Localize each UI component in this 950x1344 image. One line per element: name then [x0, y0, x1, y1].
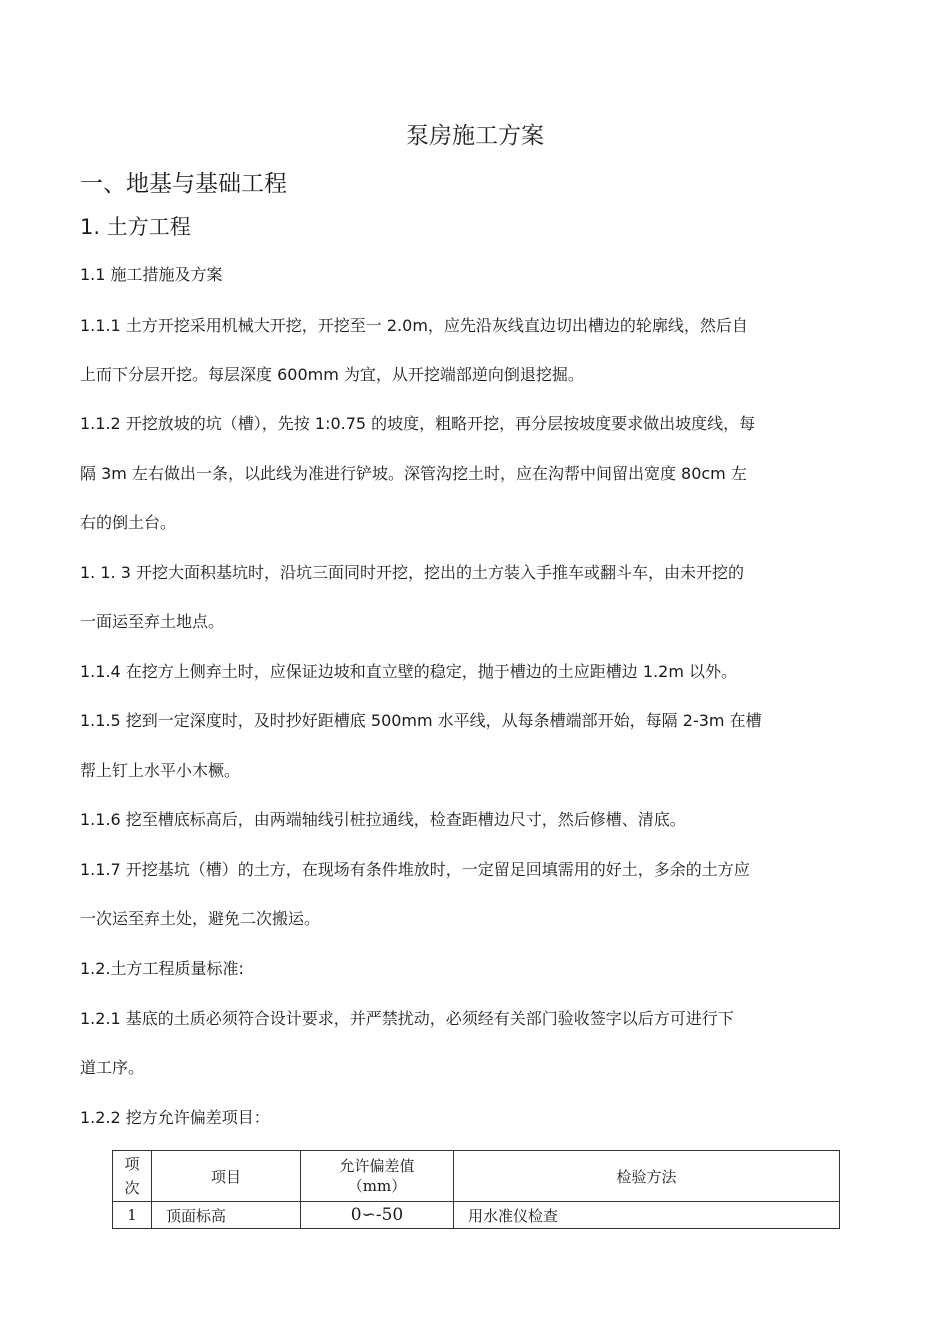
header-no-line: 次 [124, 1179, 140, 1197]
header-no-line: 项 [124, 1155, 140, 1173]
header-item: 项目 [152, 1151, 301, 1202]
subsection-heading: 1. 土方工程 [80, 215, 191, 239]
section-heading: 一、地基与基础工程 [80, 171, 287, 197]
page-title: 泵房施工方案 [406, 123, 544, 149]
header-tolerance-label: 允许偏差值 [339, 1157, 415, 1175]
header-no [113, 1151, 152, 1202]
header-tolerance [301, 1151, 454, 1202]
subsection-heading-1-2: 1.2.土方工程质量标准: [80, 959, 244, 978]
table-row [113, 1202, 840, 1229]
paragraph-1-1-5-line: 1.1.5 挖到一定深度时，及时抄好距槽底 500mm 水平线，从每条槽端部开始，每隔 2-3m 在槽 [80, 711, 762, 730]
subsection-heading-1-1: 1.1 施工措施及方案 [80, 265, 223, 284]
paragraph-1-2-1-line: 1.2.1 基底的土质必须符合设计要求，并严禁扰动，必须经有关部门验收签字以后方可进行下 [80, 1009, 734, 1028]
paragraph-1-1-6: 1.1.6 挖至槽底标高后，由两端轴线引桩拉通线，检查距槽边尺寸，然后修槽、清底。 [80, 810, 686, 829]
paragraph-1-1-5-line: 帮上钉上水平小木橛。 [80, 761, 241, 780]
header-method: 检验方法 [454, 1151, 840, 1202]
paragraph-1-2-1-line: 道工序。 [80, 1058, 145, 1077]
cell-tolerance: 0∽-50 [301, 1202, 454, 1229]
cell-item: 顶面标高 [152, 1202, 301, 1229]
cell-no: 1 [113, 1202, 152, 1229]
paragraph-1-1-7-line: 1.1.7 开挖基坑（槽）的土方，在现场有条件堆放时，一定留足回填需用的好土，多余的土方应 [80, 860, 750, 879]
paragraph-1-1-3-line: 1. 1. 3 开挖大面积基坑时，沿坑三面同时开挖，挖出的土方装入手推车或翻斗车，由未开挖的 [80, 563, 744, 582]
deviation-table [112, 1150, 840, 1229]
paragraph-1-1-2-line: 1.1.2 开挖放坡的坑（槽），先按 1:0.75 的坡度，粗略开挖，再分层按坡度要求做出坡度线，每 [80, 414, 756, 433]
paragraph-1-1-2-line: 隔 3m 左右做出一条，以此线为准进行铲坡。深管沟挖土时，应在沟帮中间留出宽度 80cm 左 [80, 464, 747, 483]
paragraph-1-1-1-line: 1.1.1 土方开挖采用机械大开挖，开挖至一 2.0m，应先沿灰线直边切出槽边的轮廓线，然后自 [80, 316, 748, 335]
paragraph-1-2-2: 1.2.2 挖方允许偏差项目： [80, 1108, 270, 1127]
paragraph-1-1-3-line: 一面运至弃土地点。 [80, 612, 225, 631]
paragraph-1-1-7-line: 一次运至弃土处，避免二次搬运。 [80, 909, 321, 928]
table-header-row [113, 1151, 840, 1202]
paragraph-1-1-1-line: 上而下分层开挖。每层深度 600mm 为宜，从开挖端部逆向倒退挖掘。 [80, 365, 584, 384]
header-tolerance-unit: （mm） [347, 1177, 407, 1195]
paragraph-1-1-4: 1.1.4 在挖方上侧弃土时，应保证边坡和直立壁的稳定，抛于槽边的土应距槽边 1.2m 以外。 [80, 662, 738, 681]
cell-method: 用水准仪检查 [454, 1202, 840, 1229]
paragraph-1-1-2-line: 右的倒土台。 [80, 513, 177, 532]
